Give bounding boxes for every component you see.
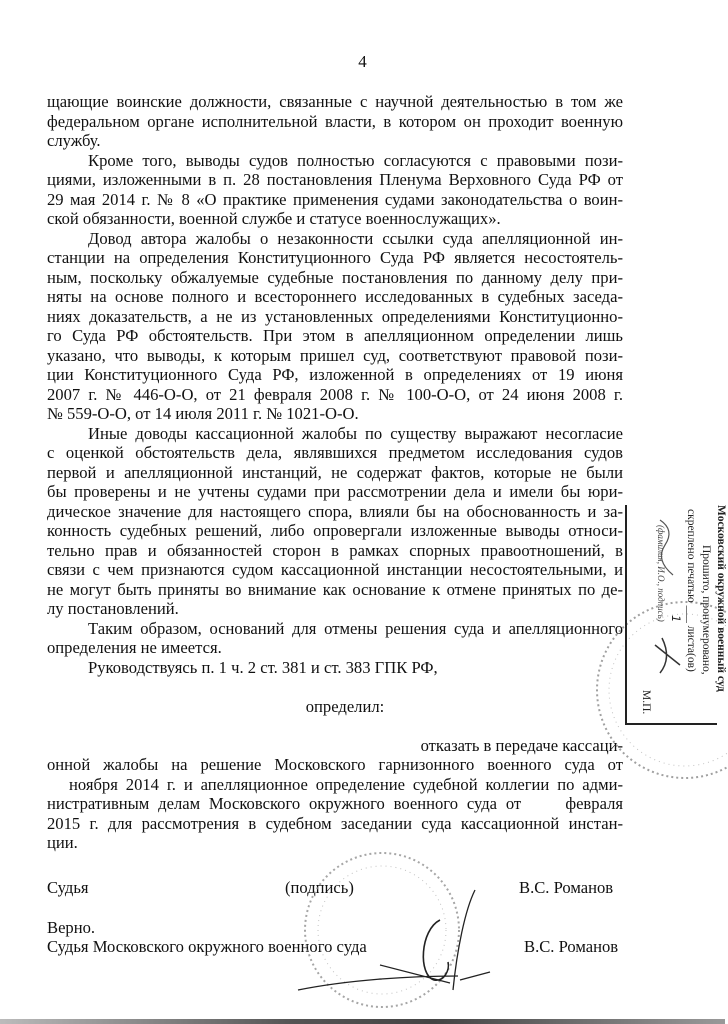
text-line: службу. <box>47 131 101 150</box>
stamp-caption: (фамилия, И.О., подпись) <box>656 525 666 622</box>
scan-edge <box>0 1019 725 1024</box>
text-line: определения не имеется. <box>47 638 222 657</box>
text-line: щающие воинские должности, связанные с научной деятельностью в том же <box>47 92 623 111</box>
page-number: 4 <box>358 52 367 71</box>
text-line: 2007 г. № 446-О-О, от 21 февраля 2008 г. № 100-О-О, от 24 июня 2008 г. <box>47 384 623 404</box>
text-line: ноября 2014 г. и апелляционное определение судебной коллегии по адми- <box>69 774 623 794</box>
text-line: федеральном органе исполнительной власти, в котором он проходит военную <box>47 111 623 131</box>
text-line: ниях доказательств, а не из установленных определениями Конституционно- <box>47 306 623 326</box>
text-line: указано, что выводы, к которым пришел суд, соответствуют правовой пози- <box>47 345 623 365</box>
stamp-line-1: Прошито, пронумеровано, <box>700 545 712 675</box>
text-line: № 559-О-О, от 14 июля 2011 г. № 1021-О-О. <box>47 404 359 423</box>
text-line: лу постановлений. <box>47 599 179 618</box>
stamp-title: Московский окружной военный суд <box>715 505 727 692</box>
text-line: ции Конституционного Суда РФ, изложенной в определениях от 19 июня <box>47 365 623 384</box>
certified-label: Верно. <box>47 918 96 937</box>
text-line: станции на определения Конституционного Суда РФ является несостоятель- <box>47 248 623 267</box>
text-line: 2015 г. для рассмотрения в судебном заседании суда кассационной инстан- <box>47 813 623 833</box>
text-line: конность судебных решений, либо опровергали изложенные выводы относи- <box>47 521 623 540</box>
ruling-heading: определил: <box>305 696 385 716</box>
certified-label-row <box>47 918 627 938</box>
text-line: Кроме того, выводы судов полностью согласуются с правовыми пози- <box>88 150 623 170</box>
text-line: 29 мая 2014 г. № 8 «О практике применения судами законодательства о воин- <box>47 189 623 209</box>
text-line: ным, поскольку обжалуемые судебные постановления по данному делу при- <box>47 267 623 287</box>
text-line: онной жалобы на решение Московского гарнизонного военного суда от <box>47 755 623 774</box>
judge-label: Судья <box>47 878 89 897</box>
judge-signature-row <box>47 878 627 898</box>
text-line: отказать в передаче кассаци- <box>420 735 623 755</box>
judge-name: В.С. Романов <box>519 878 614 897</box>
certified-judge-title: Судья Московского окружного военного суда <box>47 937 367 956</box>
text-line: Довод автора жалобы о незаконности ссылки суда апелляционной ин- <box>88 228 623 248</box>
stamp-seal-mark: М.П. <box>640 690 652 715</box>
text-line: тельно прав и обязанностей сторон в рамках спорных правоотношений, в <box>47 540 623 560</box>
text-line: Руководствуясь п. 1 ч. 2 ст. 381 и ст. 383 ГПК РФ, <box>88 657 438 677</box>
text-line: ской обязанности, военной службе и статусе военнослужащих». <box>47 209 501 228</box>
certified-judge-name: В.С. Романов <box>524 937 619 956</box>
text-line: циями, изложенными в п. 28 постановления Пленума Верховного Суда РФ от <box>47 170 623 189</box>
document-body <box>47 92 623 853</box>
text-line: Иные доводы кассационной жалобы по существу выражают несогласие <box>88 423 623 443</box>
text-line: няты на основе полного и всестороннего исследованных в судебных заседа- <box>47 287 623 306</box>
text-line: ции. <box>47 833 78 852</box>
text-line: связи с чем признаются судом кассационной инстанции несостоятельными, и <box>47 560 623 579</box>
text-line: дическое значение для настоящего спора, влияли бы на обоснованность и за- <box>47 501 623 521</box>
text-line: с оценкой обстоятельств дела, являвшихся предметом исследования судов <box>47 443 623 462</box>
text-line: бы проверены и не учтены судами при рассмотрении дела и имели бы юри- <box>47 482 623 501</box>
certified-signature-row <box>47 937 627 957</box>
stamp-line-2: скреплено печатью ___ листа(ов) <box>685 509 697 672</box>
text-line: не могут быть приняты во внимание как основание к отмене принятых по де- <box>47 579 623 599</box>
text-line: нистративным делам Московского окружного военного суда от февраля <box>47 794 623 813</box>
stamp-sheet-count: 1 <box>669 615 683 623</box>
text-line: Таким образом, оснований для отмены решения суда и апелляционного <box>88 618 623 638</box>
text-line: первой и апелляционной инстанций, не содержат фактов, которые не были <box>47 462 623 482</box>
signature-placeholder: (подпись) <box>285 878 354 897</box>
text-line: го Суда РФ обстоятельств. При этом в апелляционном определении лишь <box>47 326 623 345</box>
registration-stamp <box>640 505 728 723</box>
